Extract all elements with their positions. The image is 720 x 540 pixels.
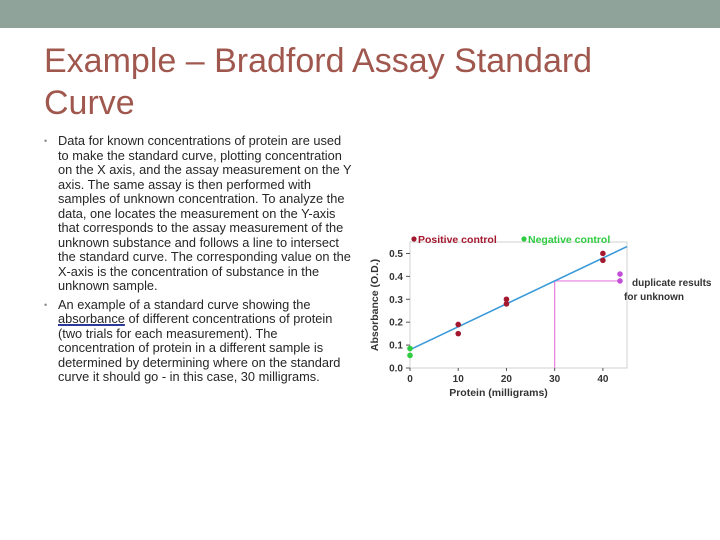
bullet-dot-icon: • [44, 299, 48, 310]
y-tick-label: 0.3 [389, 294, 403, 306]
x-tick-label: 10 [452, 374, 464, 385]
legend-negative-marker [521, 236, 526, 241]
x-tick-label: 40 [597, 374, 609, 385]
standard-curve-line [410, 247, 627, 350]
duplicate-results-annotation: duplicate results for unknown [624, 278, 712, 303]
bullet-1-text: Data for known concentrations of protein are used to make the standard curve, plotting concentration on the X axis, and the assay measurement on the Y axis. The same assay is then performed with samples of unknown concentration. To analyze the data, one locates the measurement on the Y-axis that corresponds to the assay measurement of the unknown substance and follows a line to intersect the standard curve. The corresponding value on the X-axis is the concentration of substance in the unknown sample. [58, 133, 352, 293]
legend-positive-marker [411, 236, 416, 241]
positive-control-point [600, 251, 606, 257]
negative-control-point [407, 346, 413, 352]
y-axis-label: Absorbance (O.D.) [369, 258, 381, 352]
x-tick-label: 20 [500, 374, 513, 385]
bullet-1 [44, 134, 352, 294]
y-tick-label: 0.0 [389, 363, 403, 375]
standard-curve-chart [362, 226, 712, 406]
y-tick-label: 0.5 [389, 248, 403, 260]
x-tick-label: 30 [549, 374, 561, 385]
legend-negative-label: Negative control [528, 234, 611, 246]
negative-control-point [407, 353, 413, 359]
positive-control-point [600, 258, 606, 264]
slide-title: Example – Bradford Assay Standard Curve [44, 42, 593, 122]
bullet-list [44, 134, 352, 389]
x-axis-label: Protein (milligrams) [449, 387, 548, 399]
legend-positive-label: Positive control [418, 234, 497, 246]
bullet-2-text-end: of different concentrations of protein (two trials for each measurement). The concentration of protein in a different sample is determined by determining where on the standard curve it should go - in this case, 30 milligrams. [58, 311, 341, 384]
bullet-2 [44, 298, 352, 385]
positive-control-point [504, 296, 510, 302]
positive-control-point [455, 322, 461, 328]
plot-frame [410, 242, 627, 368]
plot-area [369, 234, 712, 399]
x-tick-label: 0 [407, 374, 413, 385]
unknown-sample-point [617, 278, 623, 284]
top-band [0, 0, 720, 28]
unknown-sample-point [617, 271, 623, 277]
bullet-2-text-start: An example of a standard curve showing the [58, 296, 311, 312]
y-tick-label: 0.2 [389, 317, 403, 329]
y-tick-label: 0.1 [389, 340, 403, 352]
y-tick-label: 0.4 [389, 271, 403, 283]
positive-control-point [455, 331, 461, 337]
absorbance-link[interactable]: absorbance [58, 311, 125, 326]
bullet-dot-icon: • [44, 136, 48, 146]
